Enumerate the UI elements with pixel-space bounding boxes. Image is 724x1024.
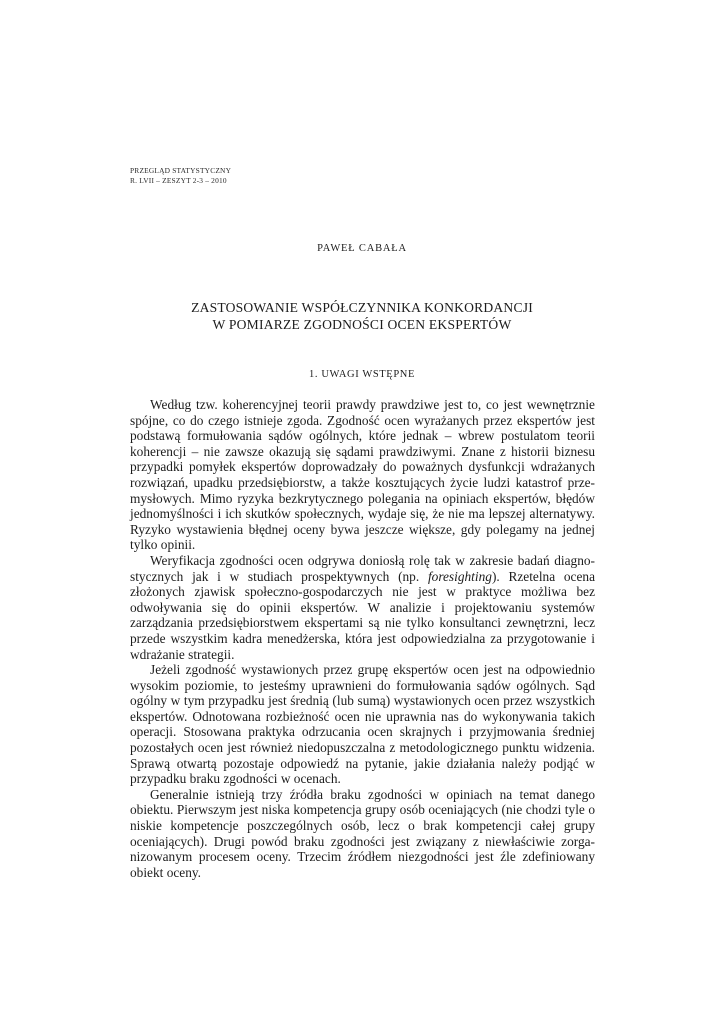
paragraph-3: Jeżeli zgodność wystawionych przez grupę ekspertów ocen jest na odpowiednio wysokim poziomie, to jesteśmy uprawnieni do formułowania sądów ogólnych. Sąd ogólny w tym przypadku jest średnią (lub sumą) wystawionych ocen przez wszystkich ekspertów. Odnotowana rozbieżność ocen nie uprawnia nas do wykonywania takich operacji. Stosowana praktyka odrzucania ocen skrajnych i przyjmowania średniej pozostałych ocen jest również niedopuszczalna z metodologicznego punktu widzenia. Sprawą otwartą pozostaje odpowiedź na pytanie, jakie działania należy podjąć w przypadku braku zgodności w ocenach. — [130, 662, 595, 787]
author-name: PAWEŁ CABAŁA — [317, 243, 407, 254]
paragraph-2-text-end: ). Rzetelna ocena złożonych zjawisk społeczno-gospodarczych nie jest w praktyce możliwa bez odwoływania się do opinii ekspertów. W analizie i projektowaniu systemów zarządzania przedsiębiorstwem ekspertami są nie tylko konsultanci zewnętrzni, lecz przede wszystkim kadra menedżerska, która jest odpowiedzialna za przygotowanie i wdrażanie strategii. — [130, 568, 595, 662]
title-line-1: ZASTOSOWANIE WSPÓŁCZYNNIKA KONKORDANCJI — [191, 300, 533, 315]
body-text — [130, 397, 595, 880]
paragraph-1: Według tzw. koherencyjnej teorii prawdy prawdziwe jest to, co jest wewnętrznie spójne, co do czego istnieje zgoda. Zgodność ocen wyrażanych przez ekspertów jest podstawą formułowania sądów ogólnych, które jednak – wbrew postulatom teorii koherencji – nie zawsze okazują się sądami prawdziwymi. Znane z historii biznesu przypadki pomyłek ekspertów doprowadzały do poważnych dysfunkcji wdrażanych rozwiązań, upadku przedsiębiorstw, a także kosztujących życie ludzi katastrof przemysłowych. Mimo ryzyka bezkrytycznego polegania na opiniach ekspertów, błędów jednomyślności i ich skutków społecznych, wydaje się, że nie ma lepszej alternatywy. Ryzyko wystawienia błędnej oceny bywa jeszcze większe, gdy polegamy na jednej tylko opinii. — [130, 397, 595, 553]
paragraph-4: Generalnie istnieją trzy źródła braku zgodności w opiniach na temat danego obiektu. Pierwszym jest niska kompetencja grupy osób oceniających (nie chodzi tyle o niskie kompetencje poszczególnych osób, lecz o brak kompetencji całej grupy oceniających). Drugi powód braku zgodności jest związany z niewłaściwie zorganizowanym procesem oceny. Trzecim źródłem niezgodności jest źle zdefiniowany obiekt oceny. — [130, 786, 595, 880]
foresighting-term: foresighting — [427, 568, 492, 584]
journal-name: PRZEGLĄD STATYSTYCZNY — [130, 166, 232, 175]
title-line-2: W POMIARZE ZGODNOŚCI OCEN EKSPERTÓW — [212, 317, 512, 332]
journal-issue: R. LVII – ZESZYT 2-3 – 2010 — [130, 176, 227, 185]
journal-header — [130, 166, 231, 186]
paragraph-2-text-start: Weryfikacja zgodności ocen odgrywa doniosłą rolę tak w zakresie badań diagnostycznych jak i w studiach prospektywnych (np. — [130, 552, 595, 584]
paragraph-2 — [130, 553, 595, 662]
paper-title — [0, 299, 724, 333]
section-heading: 1. UWAGI WSTĘPNE — [309, 369, 415, 380]
